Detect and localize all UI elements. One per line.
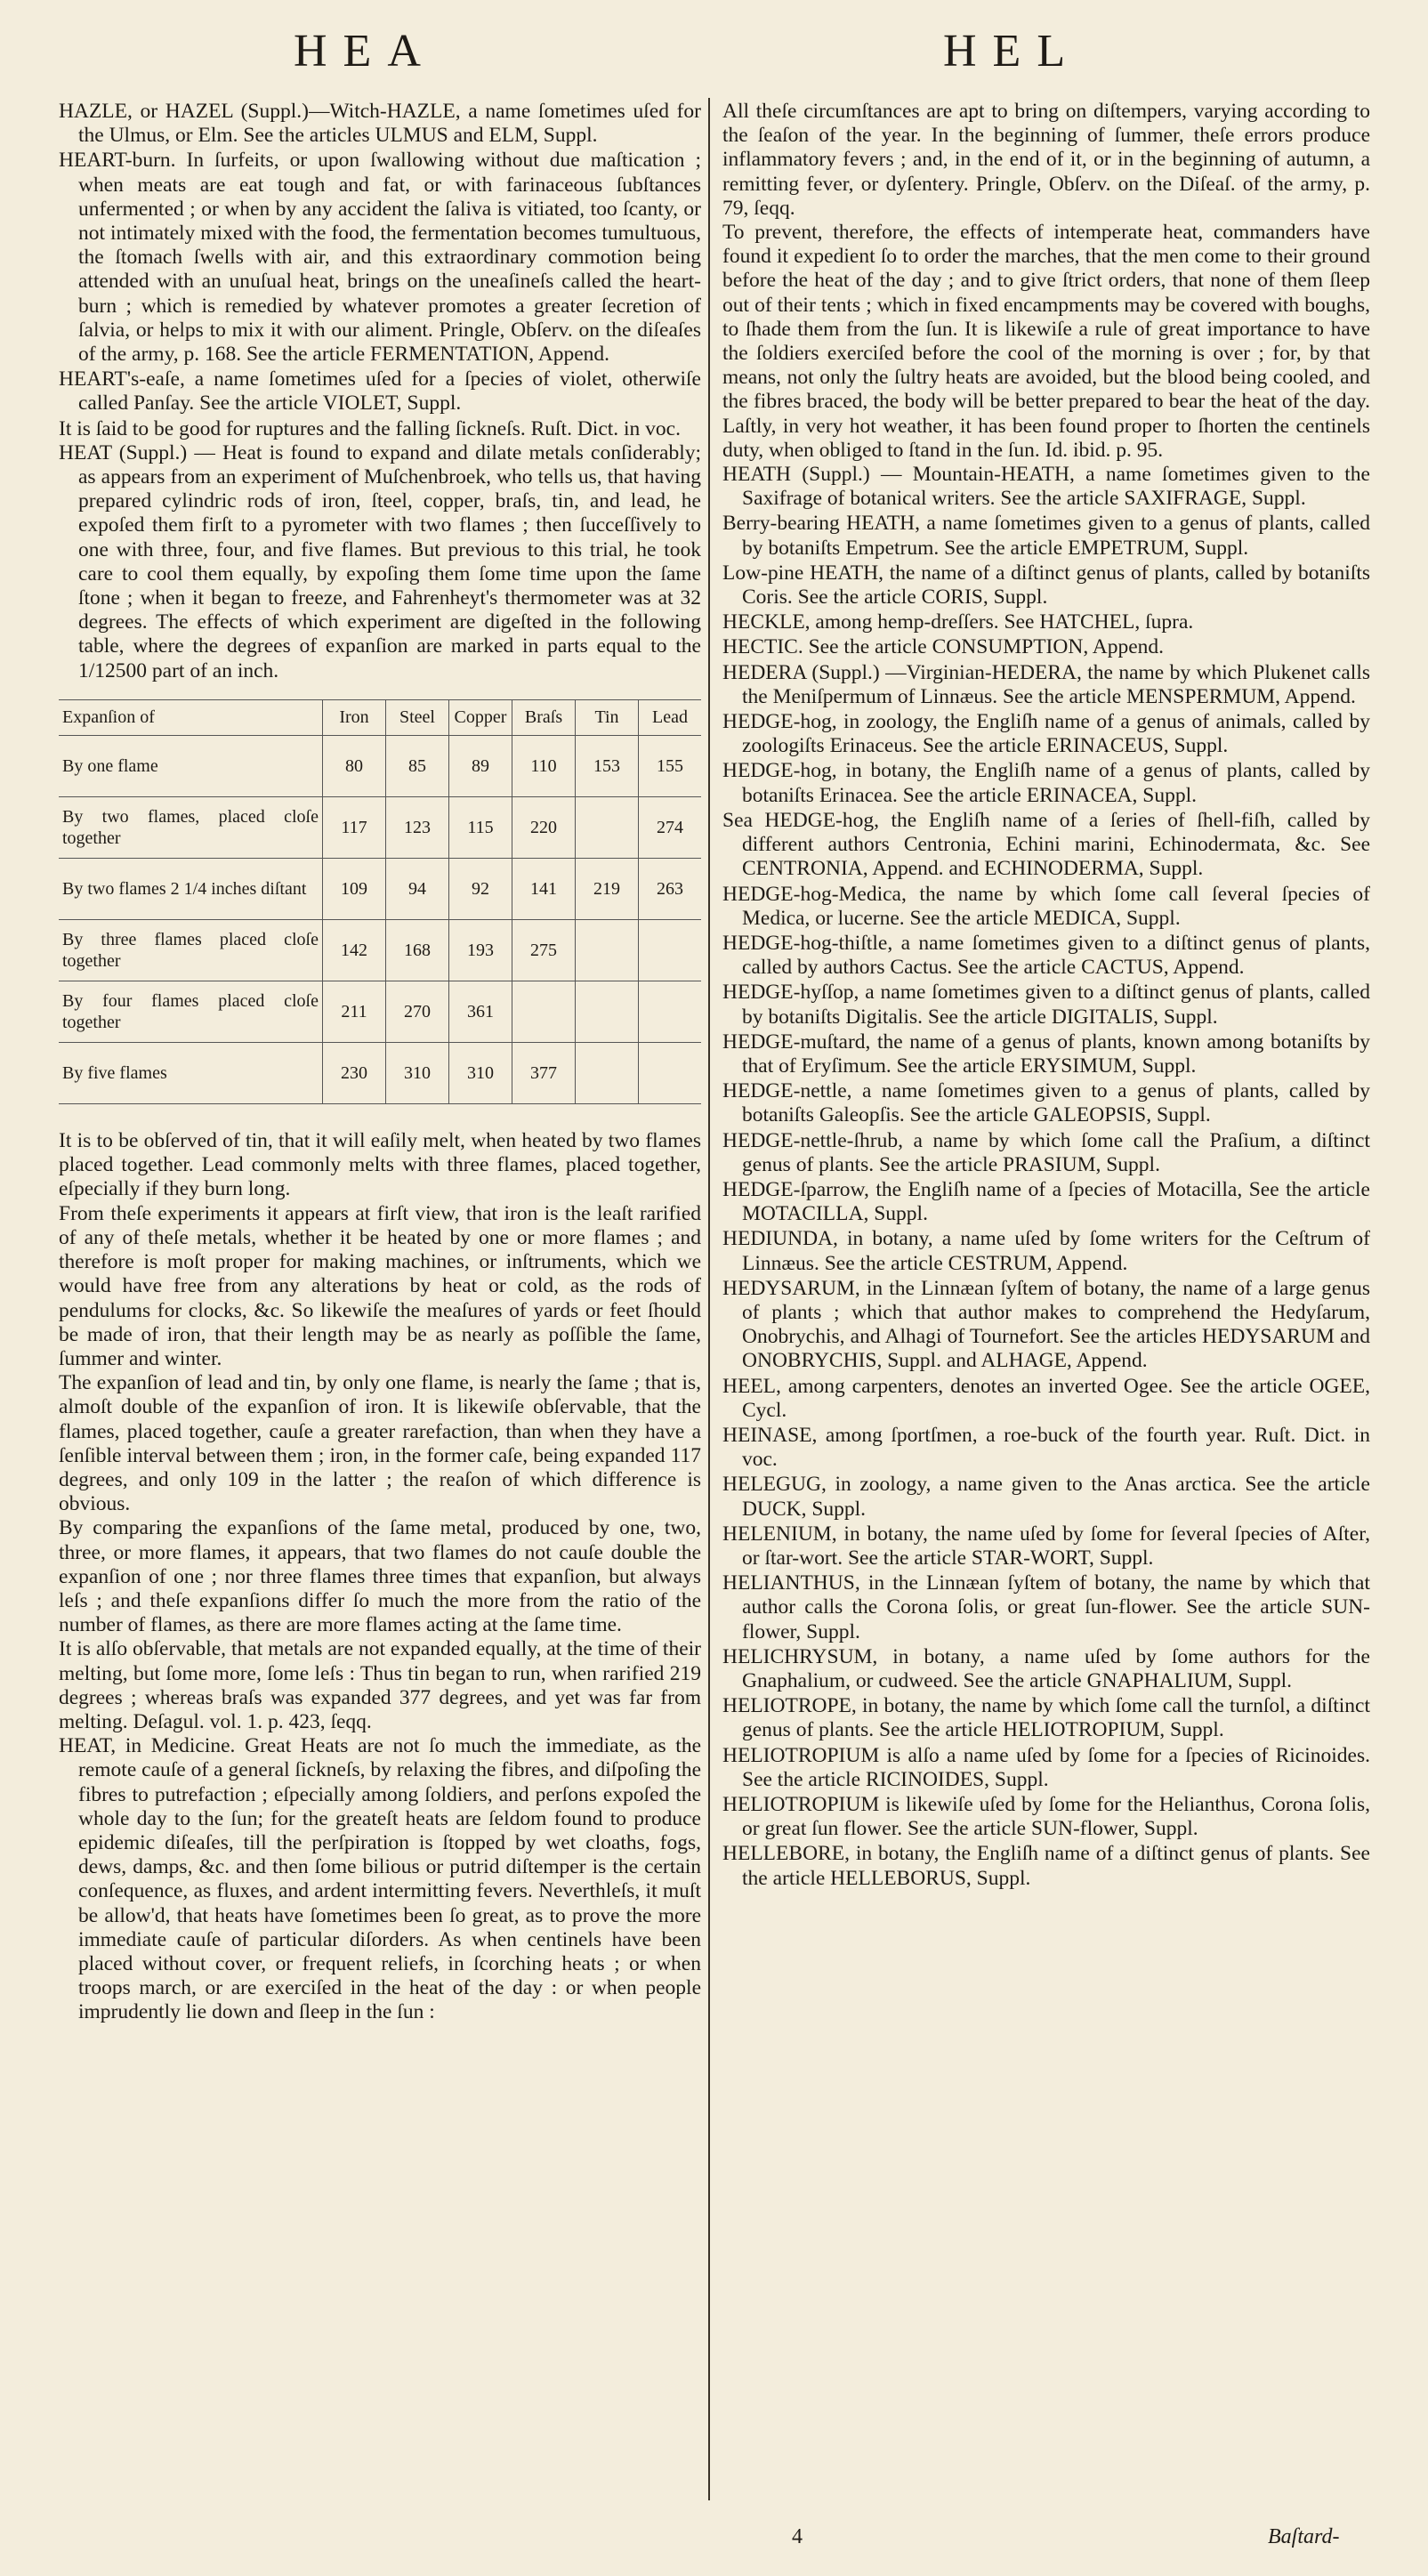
entry-heckle: HECKLE, among hemp-dreſſers. See HATCHEL, ſupra. (722, 610, 1194, 634)
entry-hedge-nettle: HEDGE-nettle, a name ſometimes given to a genus of plants, called by botaniſts Galeopſis. See the article GALEOPSIS, Suppl. (722, 1079, 1370, 1127)
table-cell: 92 (449, 859, 512, 920)
table-cell: 89 (449, 736, 512, 797)
table-cell: 85 (386, 736, 449, 797)
table-cell: 270 (386, 981, 449, 1043)
entry-helenium: HELENIUM, in botany, the name uſed by ſome for ſeveral ſpecies of Aſter, or ſtar-wort. See the article STAR-WORT, Suppl. (722, 1522, 1370, 1570)
table-cell: 80 (323, 736, 386, 797)
entry-hedge-sparrow: HEDGE-ſparrow, the Engliſh name of a ſpecies of Motacilla, See the article MOTACILLA, Suppl. (722, 1177, 1370, 1226)
table-cell: 211 (323, 981, 386, 1043)
left-column (59, 100, 701, 2026)
table-cell: 377 (512, 1043, 576, 1104)
entry-heliotropium-1: HELIOTROPIUM is alſo a name uſed by ſome for a ſpecies of Ricinoides. See the article RICINOIDES, Suppl. (722, 1743, 1370, 1791)
table-header: Steel (386, 699, 449, 735)
table-row (59, 797, 701, 859)
table-cell: 263 (639, 859, 702, 920)
table-cell: 155 (639, 736, 702, 797)
table-cell: 141 (512, 859, 576, 920)
table-cell: 123 (386, 797, 449, 859)
table-cell: 110 (512, 736, 576, 797)
table-cell: 115 (449, 797, 512, 859)
table-row (59, 981, 701, 1043)
table-row (59, 859, 701, 920)
entry-hedysarum: HEDYSARUM, in the Linnæan ſyſtem of botany, the name of a large genus of plants ; which that author makes to comprehend the Hedyſarum, Onobrychis, and Alhagi of Tournefort. See the articles HEDYSARUM and ONOBRYCHIS, Suppl. and ALHAGE, Append. (722, 1276, 1370, 1373)
table-cell: 168 (386, 920, 449, 981)
table-cell: By three flames placed cloſe together (59, 920, 323, 981)
table-header: Copper (449, 699, 512, 735)
table-cell (512, 981, 576, 1043)
entry-berry-heath: Berry-bearing HEATH, a name ſometimes given to a genus of plants, called by botaniſts Empetrum. See the article EMPETRUM, Suppl. (722, 512, 1370, 560)
entry-heinase: HEINASE, among ſportſmen, a roe-buck of the fourth year. Ruſt. Dict. in voc. (722, 1423, 1370, 1472)
table-cell (576, 1043, 639, 1104)
table-cell: 220 (512, 797, 576, 859)
column-divider (708, 98, 710, 2500)
entry-hearts-ease: HEART's-eaſe, a name ſometimes uſed for a ſpecies of violet, otherwiſe called Panſay. See the article VIOLET, Suppl. (59, 367, 701, 416)
entry-hedge-mustard: HEDGE-muſtard, the name of a genus of plants, known among botaniſts by that of Eryſimum. See the article ERYSIMUM, Suppl. (722, 1030, 1370, 1078)
table-cell (576, 797, 639, 859)
table-cell (639, 1043, 702, 1104)
paragraph-circumstances: All theſe circumſtances are apt to bring on diſtempers, varying according to the ſeaſon of the year. In the beginning of ſummer, theſe errors produce inflammatory fevers ; and, in the end of it, or in the beginning of autumn, a remitting fever, or dyſentery. Pringle, Obſerv. on the Diſeaſ. of the army, p. 79, ſeqq. (722, 100, 1370, 220)
entry-hediunda: HEDIUNDA, in botany, a name uſed by ſome writers for the Ceſtrum of Linnæus. See the article CESTRUM, Append. (722, 1227, 1370, 1275)
table-cell: 193 (449, 920, 512, 981)
table-cell: 219 (576, 859, 639, 920)
table-row (59, 1043, 701, 1104)
table-cell: 310 (449, 1043, 512, 1104)
entry-hedgehog-botany: HEDGE-hog, in botany, the Engliſh name of a genus of plants, called by botaniſts Erinacea. See the article ERINACEA, Suppl. (722, 759, 1370, 807)
paragraph-tin: It is to be obſerved of tin, that it will eaſily melt, when heated by two flames placed together. Lead commonly melts with three flames, placed together, eſpecially if they burn long. (59, 1129, 701, 1201)
table-header: Braſs (512, 699, 576, 735)
table-cell (576, 920, 639, 981)
table-header: Lead (639, 699, 702, 735)
right-column (722, 100, 1370, 1892)
table-cell: 142 (323, 920, 386, 981)
table-cell (576, 981, 639, 1043)
table-cell: 274 (639, 797, 702, 859)
table-cell: 310 (386, 1043, 449, 1104)
table-cell: By two flames, placed cloſe together (59, 797, 323, 859)
table-row (59, 920, 701, 981)
table-cell: 109 (323, 859, 386, 920)
entry-hedgehog-thistle: HEDGE-hog-thiſtle, a name ſometimes given to a diſtinct genus of plants, called by authors Cactus. See the article CACTUS, Append. (722, 931, 1370, 980)
expansion-table (59, 699, 701, 1104)
entry-hellebore: HELLEBORE, in botany, the Engliſh name of a diſtinct genus of plants. See the article HELLEBORUS, Suppl. (722, 1842, 1370, 1890)
entry-hedge-hyssop: HEDGE-hyſſop, a name ſometimes given to a diſtinct genus of plants, called by botaniſts Digitalis. See the article DIGITALIS, Suppl. (722, 981, 1370, 1029)
catchword: Baſtard- (1268, 2525, 1340, 2548)
page-number: 4 (792, 2525, 803, 2548)
entry-hedera: HEDERA (Suppl.) —Virginian-HEDERA, the name by which Plukenet calls the Meniſpermum of Linnæus. See the article MENSPERMUM, Append. (722, 660, 1370, 708)
entry-hedgehog-zoology: HEDGE-hog, in zoology, the Engliſh name of a genus of animals, called by zoologiſts Erinaceus. See the article ERINACEUS, Suppl. (722, 710, 1370, 758)
entry-heart-burn: HEART-burn. In ſurfeits, or upon ſwallowing without due maſtication ; when meats are eat tough and fat, or with farinaceous ſubſtances unfermented ; or when by any accident the ſaliva is vitiated, too ſcanty, or not intimately mixed with the food, the fermentation becomes tumultuous, the ſtomach ſwells with air, and this extraordinary commotion being attended with an unuſual heat, brings on the uneaſineſs called the heart-burn ; which is remedied by whatever promotes a greater ſecretion of ſalvia, or helps to mix it with our aliment. Pringle, Obſerv. on the diſeaſes of the army, p. 168. See the article FERMENTATION, Append. (59, 149, 701, 367)
table-cell: By four flames placed cloſe together (59, 981, 323, 1043)
entry-hectic: HECTIC. See the article CONSUMPTION, Append. (722, 635, 1165, 659)
running-head-right: HEL (943, 26, 1082, 77)
table-cell: By one flame (59, 736, 323, 797)
table-header-row (59, 699, 701, 735)
entry-heath: HEATH (Suppl.) — Mountain-HEATH, a name ſometimes given to the Saxifrage of botanical writers. See the article SAXIFRAGE, Suppl. (722, 463, 1370, 511)
table-cell: 94 (386, 859, 449, 920)
entry-hazle: HAZLE, or HAZEL (Suppl.)—Witch-HAZLE, a name ſometimes uſed for the Ulmus, or Elm. See the articles ULMUS and ELM, Suppl. (59, 100, 701, 148)
table-header: Tin (576, 699, 639, 735)
entry-helegug: HELEGUG, in zoology, a name given to the Anas arctica. See the article DUCK, Suppl. (722, 1473, 1370, 1521)
entry-heliotrope: HELIOTROPE, in botany, the name by which ſome call the turnſol, a diſtinct genus of plants. See the article HELIOTROPIUM, Suppl. (722, 1694, 1370, 1742)
entry-heel: HEEL, among carpenters, denotes an inverted Ogee. See the article OGEE, Cycl. (722, 1374, 1370, 1422)
entry-helianthus: HELIANTHUS, in the Linnæan ſyſtem of botany, the name by which that author calls the Corona ſolis, or great ſun-flower. See the article SUN-flower, Suppl. (722, 1571, 1370, 1643)
entry-heliotropium-2: HELIOTROPIUM is likewiſe uſed by ſome for the Helianthus, Corona ſolis, or great ſun flower. See the article SUN-flower, Suppl. (722, 1793, 1370, 1841)
table-cell: 153 (576, 736, 639, 797)
entry-heat: HEAT (Suppl.) — Heat is found to expand and dilate metals conſiderably; as appears from an experiment of Muſchenbroek, who tells us, that having prepared cylindric rods of iron, ſteel, copper, braſs, tin, and lead, he expoſed them firſt to a pyrometer with two flames ; then ſucceſſively to one with three, four, and five flames. But previous to this trial, he took care to cool them equally, by expoſing them ſome time upon the ſame ſtone ; when it began to freeze, and Fahrenheyt's thermometer was at 32 degrees. The effects of which experiment are digeſted in the following table, where the degrees of expanſion are marked in parts equal to the 1/12500 part of an inch. (59, 440, 701, 682)
entry-heat-medicine: HEAT, in Medicine. Great Heats are not ſo much the immediate, as the remote cauſe of a general ſickneſs, by relaxing the fibres, and diſpoſing the fibres to putrefaction ; eſpecially among ſoldiers, and perſons expoſed the whole day to the ſun; for the greateſt heats are ſeldom found to produce epidemic diſeaſes, till the perſpiration is ſtopped by wet cloaths, fogs, dews, damps, &c. and then ſome bilious or putrid diſtemper is the certain conſequence, as fluxes, and ardent intermitting fevers. Neverthleſs, it muſt be allow'd, that heats have ſometimes been ſo great, as to prove the more immediate cauſe of particular diſorders. As when centinels have been placed without cover, or frequent reliefs, in ſcorching heats ; or when troops march, or are exerciſed in the heat of the day : or when people imprudently lie down and ſleep in the ſun : (59, 1734, 701, 2024)
table-row (59, 736, 701, 797)
table-cell: By two flames 2 1/4 inches diſtant (59, 859, 323, 920)
table-cell: By five flames (59, 1043, 323, 1104)
entry-sea-hedgehog: Sea HEDGE-hog, the Engliſh name of a ſeries of ſhell-fiſh, called by different authors Centronia, Echini marini, Echinodermata, &c. See CENTRONIA, Append. and ECHINODERMA, Suppl. (722, 808, 1370, 881)
running-head-left: HEA (294, 26, 437, 77)
table-header: Expanſion of (59, 699, 323, 735)
table-cell: 230 (323, 1043, 386, 1104)
paragraph-lead-tin: The expanſion of lead and tin, by only one flame, is nearly the ſame ; that is, almoſt double of the expanſion of iron. It is likewiſe obſervable, that the flames, placed together, cauſe a greater rarefaction, than when they have a ſenſible interval between them ; iron, in the former caſe, being expanded 117 degrees, and only 109 in the latter ; the reaſon of which difference is obvious. (59, 1371, 701, 1516)
table-cell (639, 981, 702, 1043)
paragraph-iron: From theſe experiments it appears at firſt view, that iron is the leaſt rarified of any of theſe metals, whether it be heated by one or more flames ; and therefore is moſt proper for making machines, or inſtruments, which we would have free from any alterations by heat or cold, as the rods of pendulums for clocks, &c. So likewiſe the meaſures of yards or feet ſhould be made of iron, that their length may be as nearly as poſſible the ſame, ſummer and winter. (59, 1201, 701, 1370)
paragraph-comparing: By comparing the expanſions of the ſame metal, produced by one, two, three, or more flames, it appears, that two flames do not cauſe double the expanſion of one ; nor three flames three times that expanſion, but always leſs ; and theſe expanſions differ ſo much the more from the ratio of the number of flames, as there are more flames acting at the ſame time. (59, 1516, 701, 1637)
table-cell: 361 (449, 981, 512, 1043)
entry-hearts-ease-note: It is ſaid to be good for ruptures and the falling ſickneſs. Ruſt. Dict. in voc. (59, 416, 681, 440)
entry-low-pine-heath: Low-pine HEATH, the name of a diſtinct genus of plants, called by botaniſts Coris. See the article CORIS, Suppl. (722, 561, 1370, 610)
entry-hedge-nettle-shrub: HEDGE-nettle-ſhrub, a name by which ſome call the Praſium, a diſtinct genus of plants. See the article PRASIUM, Suppl. (722, 1128, 1370, 1176)
table-header: Iron (323, 699, 386, 735)
paragraph-melting: It is alſo obſervable, that metals are not expanded equally, at the time of their melting, but ſome more, ſome leſs : Thus tin began to run, when rarified 219 degrees ; whereas braſs was expanded 377 degrees, and yet was far from melting. Deſagul. vol. 1. p. 423, ſeqq. (59, 1637, 701, 1733)
table-cell (639, 920, 702, 981)
table-cell: 117 (323, 797, 386, 859)
entry-hedgehog-medica: HEDGE-hog-Medica, the name by which ſome call ſeveral ſpecies of Medica, or lucerne. See the article MEDICA, Suppl. (722, 882, 1370, 930)
entry-helichrysum: HELICHRYSUM, in botany, a name uſed by ſome authors for the Gnaphalium, or cudweed. See the article GNAPHALIUM, Suppl. (722, 1644, 1370, 1692)
table-cell: 275 (512, 920, 576, 981)
paragraph-prevent: To prevent, therefore, the effects of intemperate heat, commanders have found it expedient ſo to order the marches, that the men come to their ground before the heat of the day ; and to give ſtrict orders, that none of them ſleep out of their tents ; which in fixed encampments may be covered with boughs, to ſhade them from the ſun. It is likewiſe a rule of great importance to have the ſoldiers exerciſed before the cool of the morning is over ; for, by that means, not only the ſultry heats are avoided, but the blood being cooled, and the fibres braced, the body will be better prepared to bear the heat of the day. Laſtly, in very hot weather, it has been found proper to ſhorten the centinels duty, when obliged to ſtand in the ſun. Id. ibid. p. 95. (722, 221, 1370, 462)
